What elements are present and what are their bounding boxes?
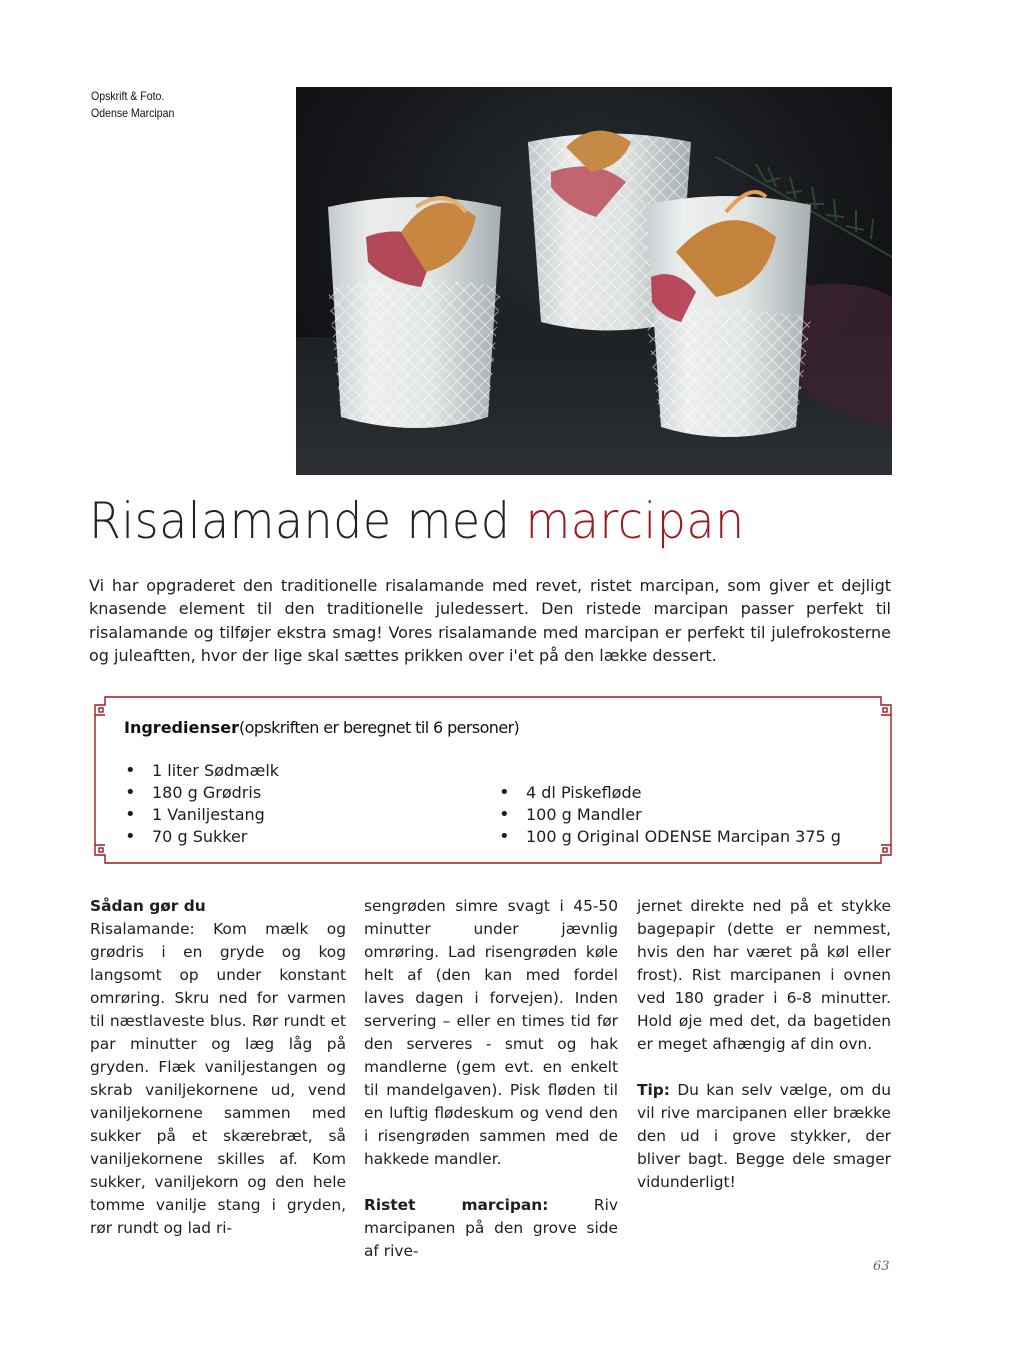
- ingredient-item: • 4 dl Piskefløde: [499, 782, 841, 804]
- method-column-3: [637, 895, 891, 1217]
- intro-text: Vi har opgraderet den traditionelle risalamande med revet, ristet marcipan, som giver et dejligt knasende element til den traditionelle juledessert. Den ristede marcipan passer perfekt til risalamande og tilføjer ekstra smag! Vores risalamande med marcipan er perfekt til julefrokosterne og juleaftten, hvor der lige skal sættes prikken over i'et på den lække dessert.: [89, 576, 891, 665]
- method-column-1: [90, 895, 346, 1263]
- method-text-2: sengrøden simre svagt i 45-50 minutter under jævnlig omrøring. Lad risengrøden køle helt af (den kan med fordel laves dagen i forvejen). Inden servering – eller en times tid før den serveres - smut og hak mandlerne (gem evt. en enkelt til mandelgaven). Pisk fløden til en luftig flødeskum og vend den i risengrøden sammen med de hakkede mandler.: [364, 897, 618, 1168]
- ingredient-item: • 100 g Mandler: [499, 804, 841, 826]
- tip-label: Tip:: [637, 1081, 670, 1099]
- method-text-3: jernet direkte ned på et stykke bagepapir (dette er nemmest, hvis den har været på køl eller frost). Rist marcipanen i ovnen ved 180 grader i 6-8 minutter. Hold øje med det, da bagetiden er meget afhængig af din ovn.: [637, 897, 891, 1053]
- method-heading: Sådan gør du: [90, 897, 206, 915]
- ingredients-list-left: [125, 760, 279, 848]
- recipe-title: [89, 486, 745, 556]
- ingredients-list-right: [499, 782, 841, 848]
- ingredient-item: • 1 Vaniljestang: [125, 804, 279, 826]
- credit-line-2: Odense Marcipan: [91, 106, 175, 120]
- title-accent: marcipan: [525, 492, 745, 550]
- dessert-photo: [296, 87, 892, 475]
- credit-line-1: Opskrift & Foto.: [91, 89, 165, 103]
- title-main: Risalamande med: [89, 492, 526, 550]
- tip-paragraph: [637, 1079, 891, 1194]
- method-column-2: [364, 895, 618, 1286]
- servings-note: (opskriften er beregnet til 6 personer): [238, 718, 520, 737]
- ingredient-item: • 100 g Original ODENSE Marcipan 375 g: [499, 826, 841, 848]
- ingredient-item: • 1 liter Sødmælk: [125, 760, 279, 782]
- toasted-marzipan-paragraph: [364, 1194, 618, 1263]
- ingredients-heading: [124, 717, 519, 739]
- ingredients-title: Ingredienser: [124, 718, 239, 737]
- method-text-1: Risalamande: Kom mælk og grødris i en gryde og kog langsomt op under konstant omrøring. Skru ned for varmen til næstlaveste blus. Rør rundt et par minutter og læg låg på gryden. Flæk vaniljestangen og skrab vaniljekornene ud, vend vaniljekornene sammen med sukker på et skærebræt, så vaniljekornene skilles af. Kom sukker, vaniljekorn og den hele tomme vanilje stang i gryden, rør rundt og lad ri-: [90, 920, 346, 1237]
- ingredient-item: • 70 g Sukker: [125, 826, 279, 848]
- glass-right: [646, 192, 811, 437]
- glass-left: [328, 197, 501, 428]
- photo-credit: [91, 88, 174, 122]
- toasted-marzipan-text: Riv marcipanen på den grove side af rive-: [364, 1196, 618, 1260]
- intro-paragraph: [89, 574, 891, 667]
- ingredient-item: • 180 g Grødris: [125, 782, 279, 804]
- page-number: 63: [873, 1259, 890, 1274]
- tip-text: Du kan selv vælge, om du vil rive marcipanen eller brække den ud i grove stykker, der bliver bagt. Begge dele smager vidunderligt!: [637, 1081, 891, 1191]
- toasted-marzipan-label: Ristet marcipan:: [364, 1196, 549, 1214]
